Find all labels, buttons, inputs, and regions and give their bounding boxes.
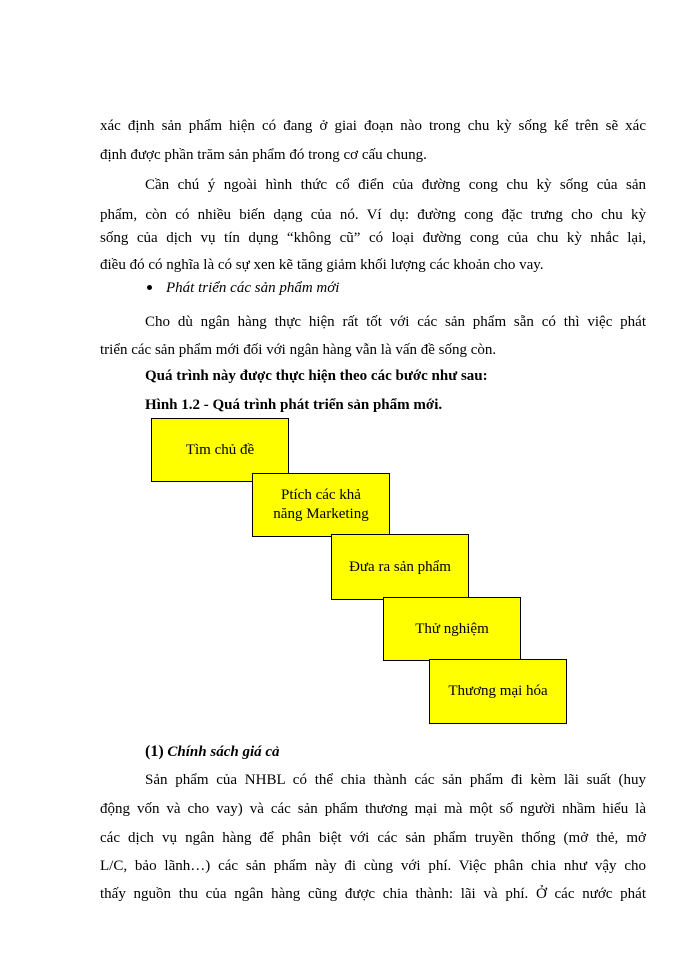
paragraph-3-line-2: triển các sản phẩm mới đối với ngân hàng vẫn là vấn đề sống còn. <box>100 342 497 358</box>
paragraph-2-line-3: sống của dịch vụ tín dụng “không cũ” có loại đường cong của chu kỳ nhắc lại, <box>100 230 646 246</box>
step-1-label: Tìm chủ đề <box>185 441 255 458</box>
step-4-label: Thử nghiệm <box>415 620 489 637</box>
section-heading <box>145 742 545 762</box>
step-launch-product <box>331 534 469 600</box>
step-2-label-line-1: Ptích các khả <box>281 487 361 503</box>
paragraph-4-line-1: Sản phẩm của NHBL có thể chia thành các sản phẩm đi kèm lãi suất (huy <box>145 772 646 788</box>
paragraph-4-line-3: các dịch vụ ngân hàng để phân biệt với các sản phẩm truyền thống (mở thẻ, mở <box>100 830 646 846</box>
step-5-label: Thương mại hóa <box>448 683 548 699</box>
paragraph-2-line-4: điều đó có nghĩa là có sự xen kẽ tăng giảm khối lượng các khoản cho vay. <box>100 257 544 273</box>
bullet-item: Phát triển các sản phẩm mới <box>166 280 340 296</box>
step-3-label: Đưa ra sản phẩm <box>349 558 451 575</box>
paragraph-2-line-1: Cần chú ý ngoài hình thức cổ điển của đường cong chu kỳ sống của sản <box>145 177 646 193</box>
section-title: Chính sách giá cả <box>167 744 280 760</box>
bullet-icon <box>147 285 152 290</box>
step-testing <box>383 597 521 661</box>
paragraph-3-line-1: Cho dù ngân hàng thực hiện rất tốt với các sản phẩm sẵn có thì việc phát <box>145 314 646 330</box>
paragraph-4-line-4: L/C, bảo lãnh…) các sản phẩm này đi cùng với phí. Việc phân chia như vậy cho <box>100 858 646 874</box>
step-marketing-analysis <box>252 473 390 537</box>
paragraph-1-line-1: xác định sản phẩm hiện có đang ở giai đoạn nào trong chu kỳ sống kể trên sẽ xác <box>100 118 646 134</box>
process-intro: Quá trình này được thực hiện theo các bước như sau: <box>145 368 488 384</box>
figure-caption: Hình 1.2 - Quá trình phát triển sản phẩm mới. <box>145 397 443 413</box>
paragraph-4-line-2: động vốn và cho vay) và các sản phẩm thương mại mà một số người nhầm hiểu là <box>100 801 646 817</box>
step-2-label-line-2: năng Marketing <box>273 506 369 522</box>
step-commercialization <box>429 659 567 724</box>
paragraph-4-line-5: thấy nguồn thu của ngân hàng cũng được chia thành: lãi và phí. Ở các nước phát <box>100 886 646 902</box>
paragraph-2-line-2: phẩm, còn có nhiều biến dạng của nó. Ví dụ: đường cong đặc trưng cho chu kỳ <box>100 207 646 223</box>
section-number: (1) <box>145 743 164 760</box>
paragraph-1-line-2: định được phần trăm sản phẩm đó trong cơ cấu chung. <box>100 147 427 163</box>
